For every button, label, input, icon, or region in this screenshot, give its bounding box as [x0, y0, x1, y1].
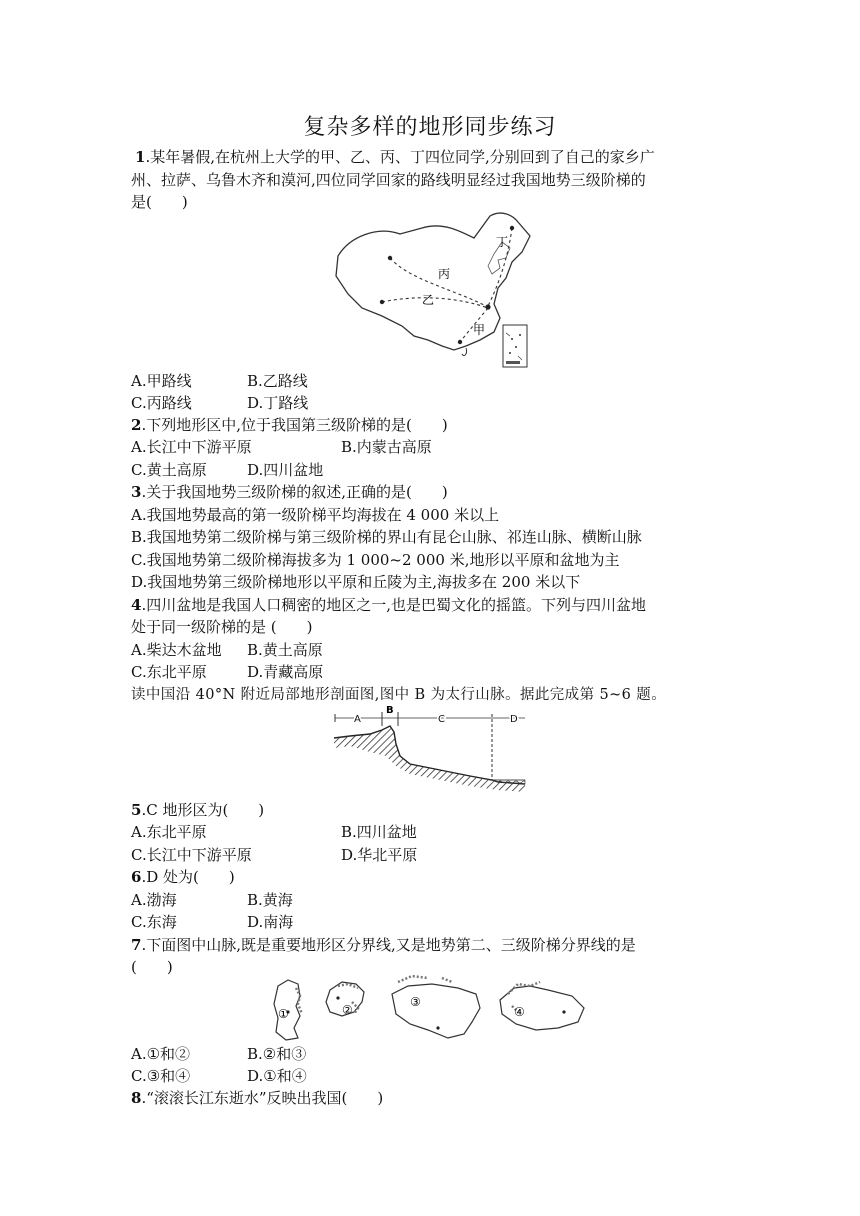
q1-option-c: C.丙路线: [131, 394, 192, 412]
profile-label-d: D: [510, 714, 518, 725]
question-1-line-3: 是( ): [131, 193, 188, 211]
question-4-line-2: 处于同一级阶梯的是 ( ): [131, 618, 313, 636]
route-label-yi: 乙: [422, 293, 435, 307]
q3-option-c: C.我国地势第二级阶梯海拔多为 1 000~2 000 米,地形以平原和盆地为主: [131, 551, 620, 569]
question-number: 1: [135, 148, 146, 166]
q3-option-d: D.我国地势第三级阶梯地形以平原和丘陵为主,海拔多在 200 米以下: [131, 573, 581, 591]
question-5-stem: 5.C 地形区为( ): [131, 801, 265, 819]
intro-questions-5-6: 读中国沿 40°N 附近局部地形剖面图,图中 B 为太行山脉。据此完成第 5~6 题。: [131, 687, 667, 703]
page-title: 复杂多样的地形同步练习: [303, 115, 557, 140]
q1-option-a: A.甲路线: [131, 372, 192, 390]
q7-option-b: B.②和③: [247, 1045, 307, 1063]
q7-option-a: A.①和②: [131, 1045, 191, 1063]
question-8-stem: 8.“滚滚长江东逝水”反映出我国( ): [131, 1089, 384, 1107]
q2-option-b: B.内蒙古高原: [341, 438, 432, 456]
q5-option-c: C.长江中下游平原: [131, 846, 252, 864]
route-label-bing: 丙: [438, 267, 451, 281]
q2-option-c: C.黄土高原: [131, 461, 207, 479]
q6-option-d: D.南海: [247, 913, 294, 931]
china-route-map: [330, 208, 540, 370]
terrain-profile-diagram: [330, 704, 530, 802]
question-3-stem: 3.关于我国地势三级阶梯的叙述,正确的是( ): [131, 483, 448, 501]
q5-option-a: A.东北平原: [131, 823, 207, 841]
q4-option-c: C.东北平原: [131, 663, 207, 681]
q3-option-b: B.我国地势第二级阶梯与第三级阶梯的界山有昆仑山脉、祁连山脉、横断山脉: [131, 528, 642, 546]
fig-label-2: ②: [342, 1003, 353, 1017]
fig-label-4: ④: [514, 1005, 525, 1019]
profile-label-b: B: [386, 705, 394, 716]
q5-option-d: D.华北平原: [341, 846, 418, 864]
q5-option-b: B.四川盆地: [341, 823, 417, 841]
profile-label-a: A: [354, 714, 361, 725]
q7-option-d: D.①和④: [247, 1067, 307, 1085]
question-1-line-1: 1.某年暑假,在杭州上大学的甲、乙、丙、丁四位同学,分别回到了自己的家乡广: [135, 148, 655, 166]
q7-option-c: C.③和④: [131, 1067, 191, 1085]
q2-option-d: D.四川盆地: [247, 461, 324, 479]
question-7-line-1: 7.下面图中山脉,既是重要地形区分界线,又是地势第二、三级阶梯分界线的是: [131, 936, 636, 954]
route-label-jia: 甲: [473, 323, 486, 337]
q6-option-c: C.东海: [131, 913, 177, 931]
q2-option-a: A.长江中下游平原: [131, 438, 252, 456]
profile-label-c: C: [438, 714, 445, 725]
q6-option-b: B.黄海: [247, 891, 293, 909]
q1-option-d: D.丁路线: [247, 394, 309, 412]
fig-label-1: ①: [278, 1007, 289, 1021]
question-2-stem: 2.下列地形区中,位于我国第三级阶梯的是( ): [131, 416, 448, 434]
fig-label-3: ③: [410, 995, 421, 1009]
question-4-line-1: 4.四川盆地是我国人口稠密的地区之一,也是巴蜀文化的摇篮。下列与四川盆地: [131, 596, 646, 614]
route-label-ding: 丁: [496, 235, 509, 249]
mountain-regions-figure: [268, 972, 588, 1044]
q3-option-a: A.我国地势最高的第一级阶梯平均海拔在 4 000 米以上: [131, 506, 500, 524]
q4-option-d: D.青藏高原: [247, 663, 324, 681]
q1-option-b: B.乙路线: [247, 372, 308, 390]
q4-option-a: A.柴达木盆地: [131, 641, 222, 659]
q4-option-b: B.黄土高原: [247, 641, 323, 659]
question-6-stem: 6.D 处为( ): [131, 868, 235, 886]
question-7-line-2: ( ): [131, 958, 173, 976]
q6-option-a: A.渤海: [131, 891, 177, 909]
question-1-line-2: 州、拉萨、乌鲁木齐和漠河,四位同学回家的路线明显经过我国地势三级阶梯的: [131, 171, 646, 189]
